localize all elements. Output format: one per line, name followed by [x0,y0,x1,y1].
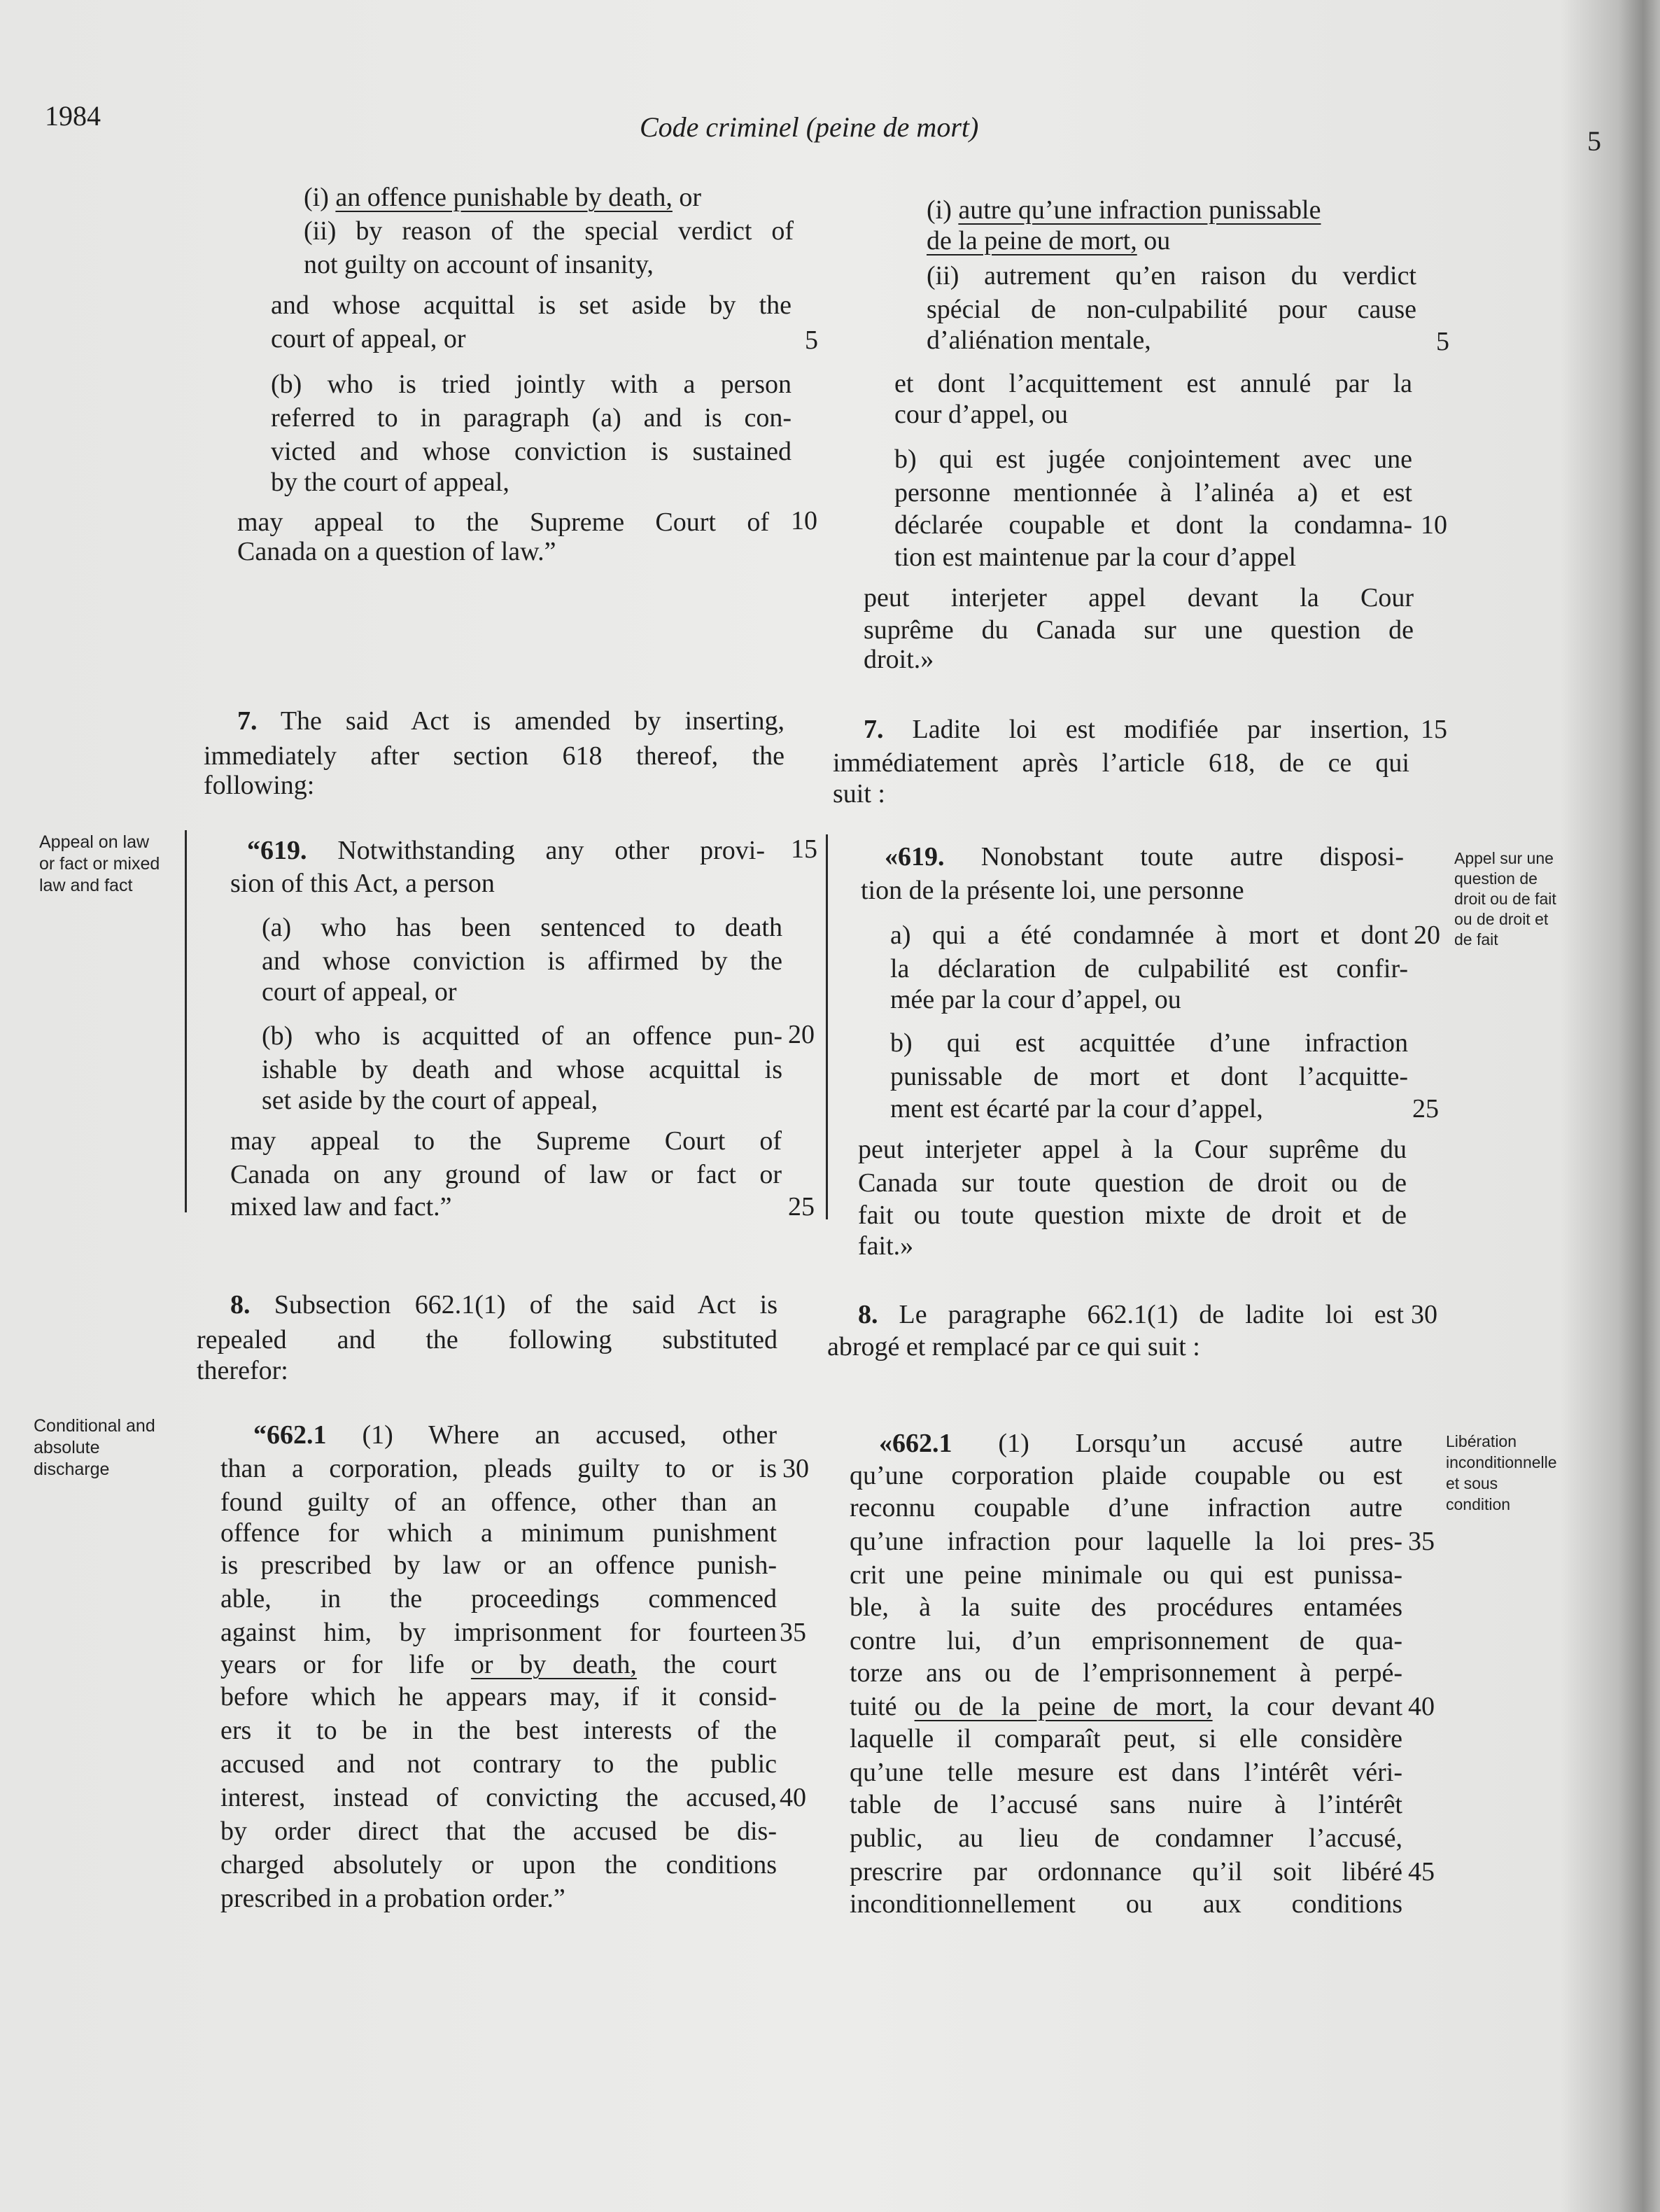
fr-text-line: spécial de non-culpabilité pour cause [927,295,1416,324]
en-clause-b: (b) who is tried jointly with a person [271,370,792,399]
en-text-line: prescribed in a probation order.” [220,1884,565,1913]
line-number: 10 [1421,510,1447,540]
en-text-line: charged absolutely or upon the conditions [220,1850,777,1879]
line-number: 35 [780,1618,806,1647]
fr-text-line: cour d’appel, ou [894,400,1068,429]
line-number: 20 [1414,920,1440,950]
en-text-line: found guilty of an offence, other than an [220,1488,777,1517]
en-text-line: before which he appears may, if it consid- [220,1682,777,1712]
fr-text-line: torze ans ou de l’emprisonnement à perpé- [850,1658,1402,1688]
line-number: 5 [805,326,818,355]
fr-text-line: table de l’accusé sans nuire à l’intérêt [850,1790,1402,1819]
en-text-line: immediately after section 618 thereof, the [204,741,785,771]
line-number: 25 [788,1192,815,1222]
en-text-line: referred to in paragraph (a) and is con- [271,403,792,433]
fr-text-line: tuité ou de la peine de mort, la cour devant [850,1692,1403,1721]
amendment-marker-line [826,834,828,1219]
en-text-line: mixed law and fact.” [230,1192,452,1222]
fr-text-line: qu’une telle mesure est dans l’intérêt véri- [850,1758,1402,1787]
fr-section-662-1: «662.1 (1) Lorsqu’un accusé autre [879,1429,1402,1458]
line-number: 25 [1412,1094,1439,1124]
en-text-line: by the court of appeal, [271,468,509,497]
line-number: 40 [780,1783,806,1812]
fr-text-line: ble, à la suite des procédures entamées [850,1592,1402,1622]
line-number: 15 [1421,715,1447,744]
en-text-line: and whose acquittal is set aside by the [271,290,792,320]
fr-text-line: personne mentionnée à l’alinéa a) et est [894,478,1412,507]
en-text-line: able, in the proceedings commenced [220,1584,777,1614]
fr-section-7: 7. Ladite loi est modifiée par insertion, [864,715,1409,744]
fr-text-line: tion est maintenue par la cour d’appel [894,542,1297,572]
en-text-line: by order direct that the accused be dis- [220,1816,777,1846]
fr-text-line: prescrire par ordonnance qu’il soit libéré [850,1857,1402,1886]
en-text-line: may appeal to the Supreme Court of [230,1126,782,1156]
en-clause-ii: (ii) by reason of the special verdict of [304,216,794,246]
fr-text-line: ment est écarté par la cour d’appel, [890,1094,1263,1124]
margin-note-discharge-fr: Libération inconditionnelle et sous condition [1446,1432,1557,1513]
margin-note-appeal-en: Appeal on law or fact or mixed law and fact [39,832,160,895]
en-clause-a: (a) who has been sentenced to death [262,913,782,942]
en-text-line: offence for which a minimum punishment [220,1518,777,1548]
en-text-line: victed and whose conviction is sustained [271,437,792,466]
fr-text-line: Canada sur toute question de droit ou de [858,1168,1407,1198]
line-number: 10 [791,506,817,536]
en-text-line: sion of this Act, a person [230,869,495,898]
fr-text-line: contre lui, d’un emprisonnement de qua- [850,1626,1402,1656]
fr-clause-i: (i) autre qu’une infraction punissable [927,195,1321,225]
fr-text-line: immédiatement après l’article 618, de ce qui [833,748,1409,778]
en-text-line: and whose conviction is affirmed by the [262,946,782,976]
fr-text-line: qu’une infraction pour laquelle la loi pres- [850,1527,1402,1556]
en-text-line: Canada on a question of law.” [237,537,556,566]
en-section-7: 7. The said Act is amended by inserting, [237,706,785,736]
margin-note-discharge-en: Conditional and absolute discharge [34,1416,155,1479]
en-section-619: “619. Notwithstanding any other provi- [247,836,765,865]
fr-text-line: reconnu coupable d’une infraction autre [850,1493,1402,1522]
fr-clause-ii: (ii) autrement qu’en raison du verdict [927,261,1416,290]
en-text-line: Canada on any ground of law or fact or [230,1160,782,1189]
en-clause-b: (b) who is acquitted of an offence pun- [262,1021,782,1051]
fr-text-line: public, au lieu de condamner l’accusé, [850,1823,1402,1853]
en-text-line: may appeal to the Supreme Court of [237,507,769,537]
line-number: 30 [1411,1300,1437,1329]
fr-clause-b: b) qui est jugée conjointement avec une [894,444,1412,474]
fr-text-line: de la peine de mort, ou [927,226,1171,255]
en-text-line: following: [204,771,315,800]
en-text-line: court of appeal, or [271,324,466,354]
fr-text-line: punissable de mort et dont l’acquitte- [890,1062,1408,1091]
en-text-line: not guilty on account of insanity, [304,250,654,279]
en-text-line: interest, instead of convicting the accused, [220,1783,777,1812]
amendment-marker-line [185,830,187,1212]
fr-text-line: peut interjeter appel devant la Cour [864,583,1414,612]
en-text-line: repealed and the following substituted [197,1325,778,1354]
en-text-line: ers it to be in the best interests of the [220,1716,777,1745]
fr-text-line: suit : [833,779,885,808]
en-text-line: years or for life or by death, the court [220,1650,777,1679]
en-text-line: court of appeal, or [262,977,457,1007]
line-number: 45 [1408,1857,1435,1886]
fr-text-line: droit.» [864,645,934,674]
en-text-line: than a corporation, pleads guilty to or is [220,1454,777,1483]
fr-text-line: et dont l’acquittement est annulé par la [894,369,1412,398]
fr-text-line: la déclaration de culpabilité est confir- [890,954,1408,983]
en-text-line: accused and not contrary to the public [220,1749,777,1779]
en-text-line: ishable by death and whose acquittal is [262,1055,782,1084]
line-number: 20 [788,1020,815,1049]
fr-clause-a: a) qui a été condamnée à mort et dont [890,920,1408,950]
en-text-line: against him, by imprisonment for fourteen [220,1618,777,1647]
fr-text-line: suprême du Canada sur une question de [864,615,1414,645]
en-section-662-1: “662.1 (1) Where an accused, other [253,1420,777,1450]
fr-text-line: crit une peine minimale ou qui est punissa- [850,1560,1402,1590]
fr-text-line: fait ou toute question mixte de droit et de [858,1200,1407,1230]
fr-text-line: mée par la cour d’appel, ou [890,985,1181,1014]
line-number: 40 [1408,1692,1435,1721]
en-section-8: 8. Subsection 662.1(1) of the said Act is [230,1290,778,1320]
fr-text-line: déclarée coupable et dont la condamna- [894,510,1412,540]
page-number: 5 [1587,125,1601,157]
fr-text-line: fait.» [858,1231,914,1261]
fr-text-line: d’aliénation mentale, [927,326,1151,355]
fr-clause-b: b) qui est acquittée d’une infraction [890,1028,1408,1058]
en-text-line: set aside by the court of appeal, [262,1086,598,1115]
line-number: 15 [791,834,817,864]
fr-section-619: «619. Nonobstant toute autre disposi- [885,842,1404,872]
fr-text-line: inconditionnellement ou aux conditions [850,1889,1402,1919]
fr-section-8: 8. Le paragraphe 662.1(1) de ladite loi est [858,1300,1404,1329]
fr-text-line: laquelle il comparaît peut, si elle considère [850,1724,1402,1754]
en-clause-i: (i) an offence punishable by death, or [304,183,702,212]
page-year: 1984 [45,100,101,132]
fr-text-line: qu’une corporation plaide coupable ou est [850,1461,1402,1490]
line-number: 5 [1436,327,1449,356]
fr-text-line: tion de la présente loi, une personne [861,876,1244,905]
en-text-line: therefor: [197,1356,288,1385]
en-text-line: is prescribed by law or an offence punish- [220,1550,777,1580]
line-number: 35 [1408,1527,1435,1556]
line-number: 30 [782,1454,809,1483]
fr-text-line: peut interjeter appel à la Cour suprême du [858,1135,1407,1164]
running-title: Code criminel (peine de mort) [640,111,979,143]
fr-text-line: abrogé et remplacé par ce qui suit : [827,1332,1200,1362]
margin-note-appeal-fr: Appel sur une question de droit ou de fait ou de droit et de fait [1454,849,1556,948]
